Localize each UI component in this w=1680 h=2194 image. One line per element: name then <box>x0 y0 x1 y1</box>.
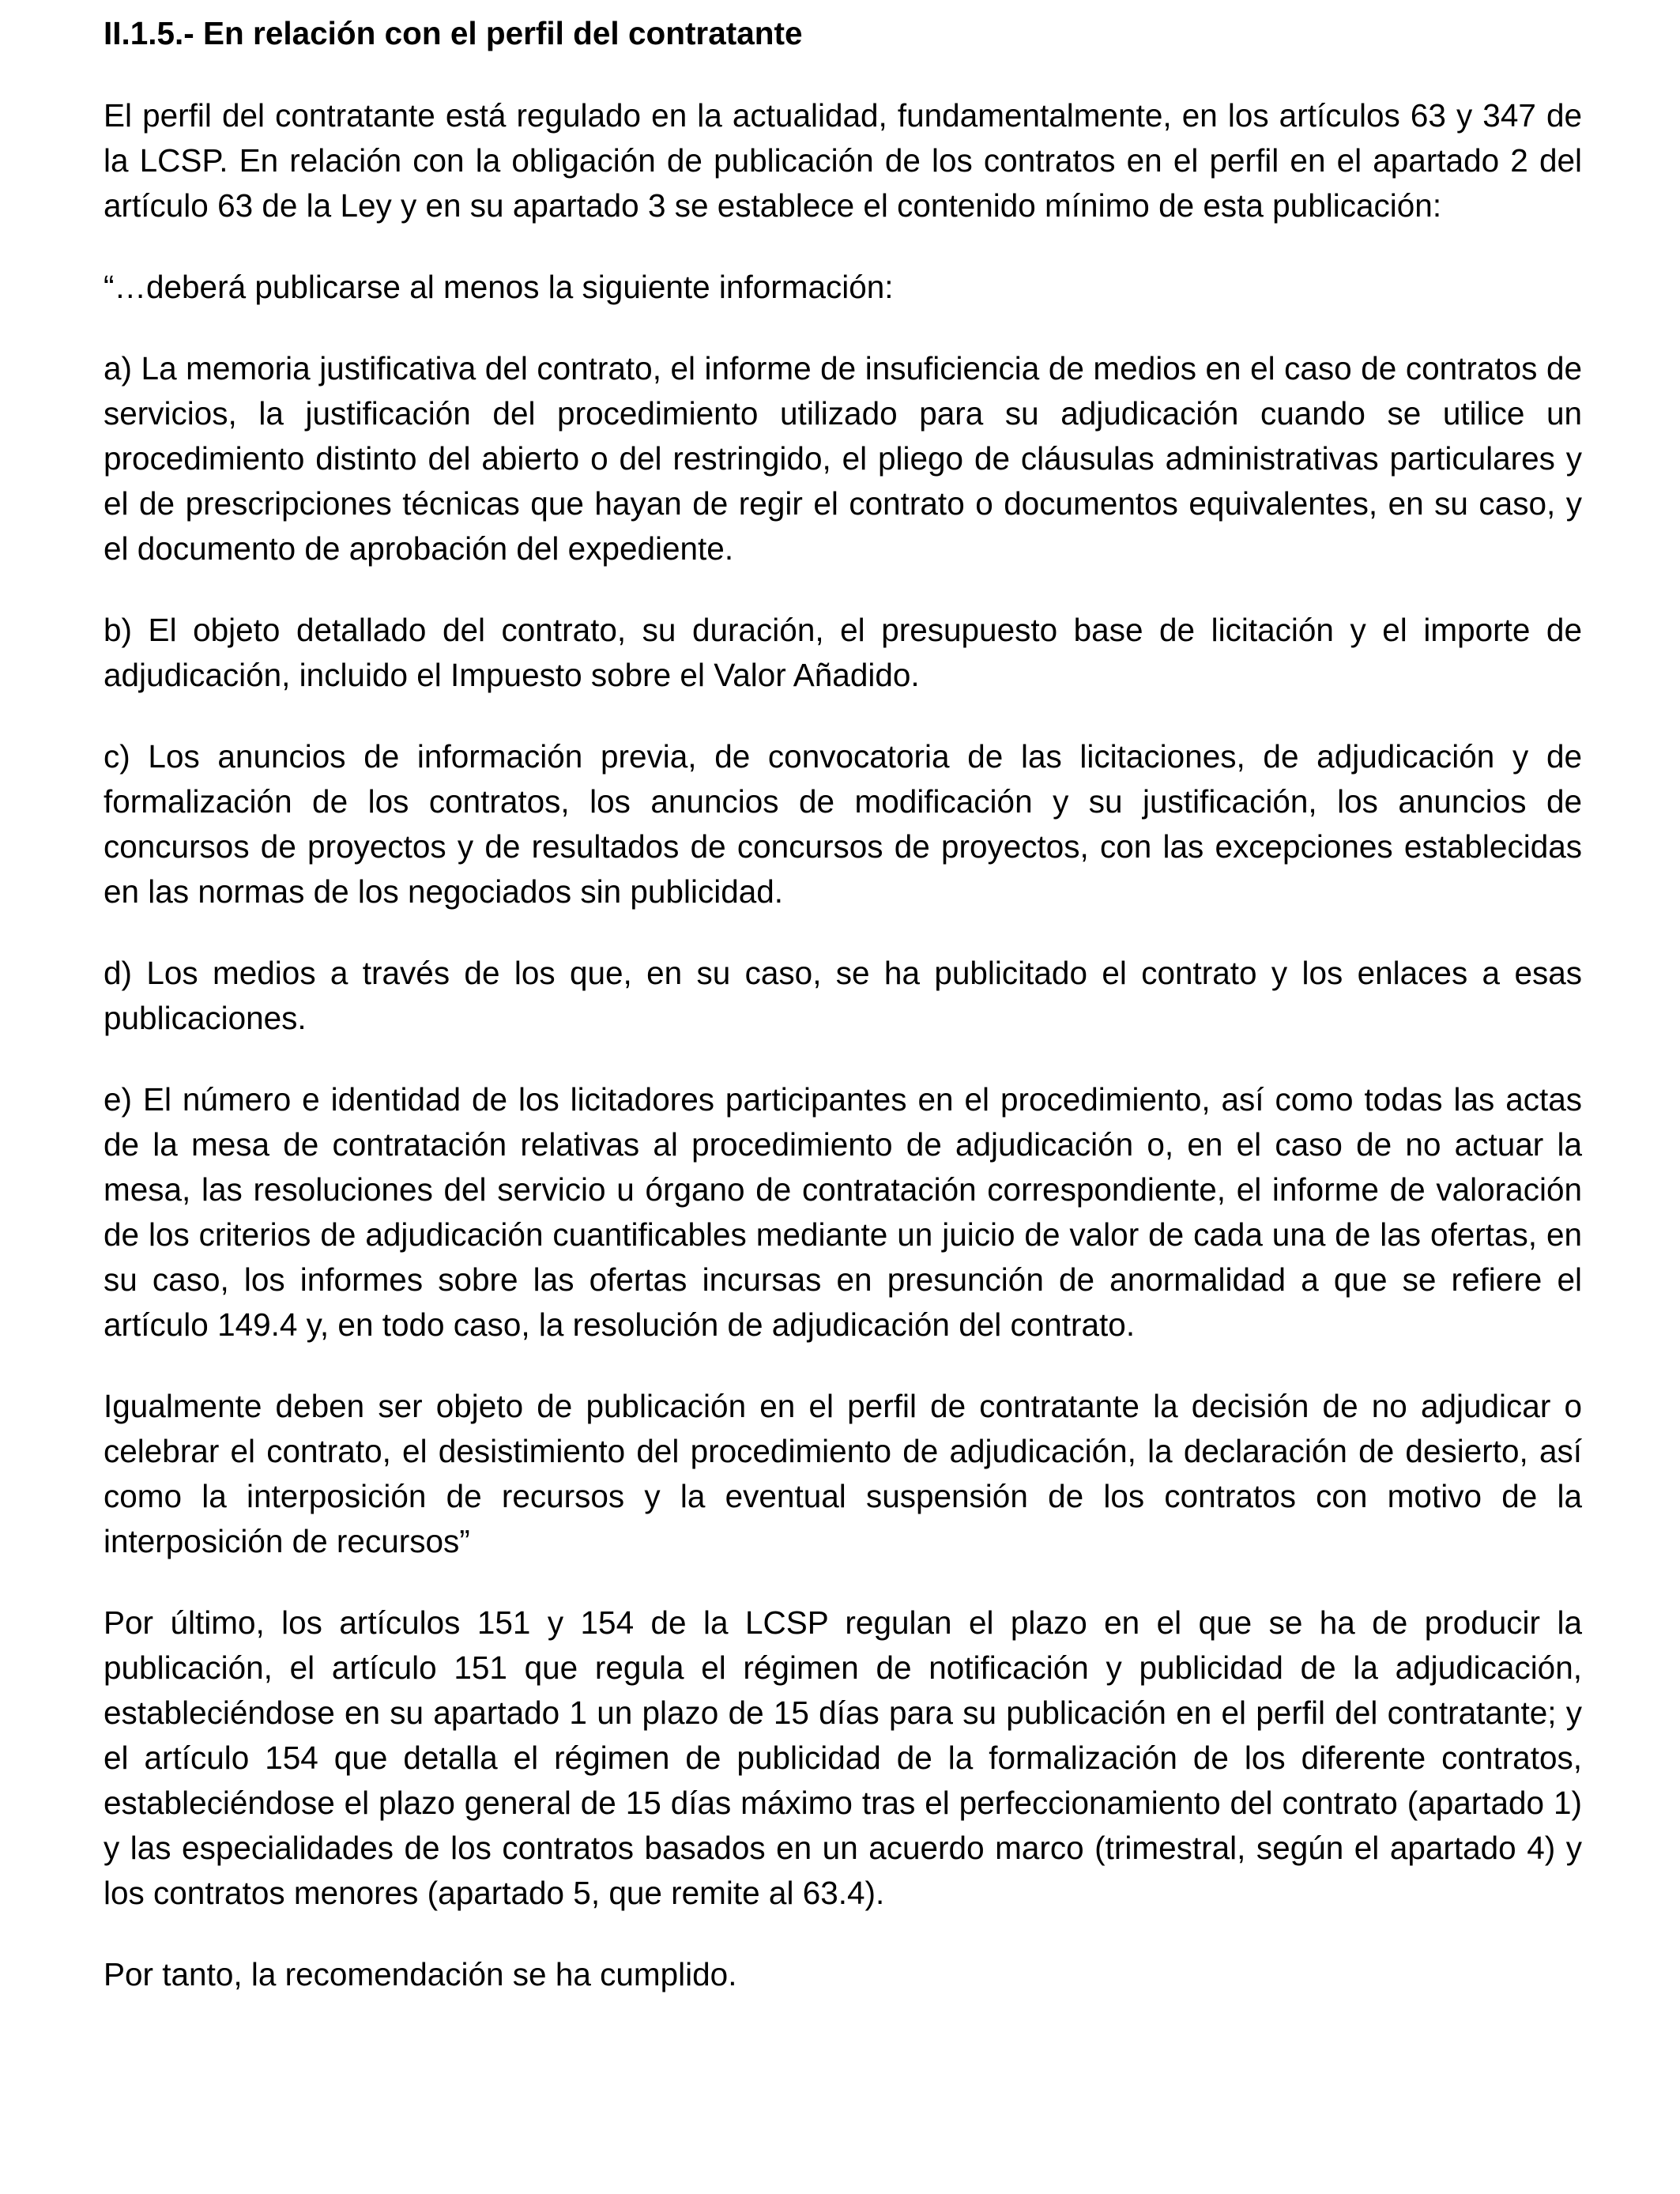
document-page <box>104 11 1582 1997</box>
paragraph-conclusion: Por tanto, la recomendación se ha cumplido. <box>104 1956 737 1992</box>
paragraph-item-e: e) El número e identidad de los licitadores participantes en el procedimiento, así como todas las actas de la mesa de contratación relativas al procedimiento de adjudicación o, en el caso de no actuar la mesa, las resoluciones del servicio u órgano de contratación correspondiente, el informe de valoración de los criterios de adjudicación cuantificables mediante un juicio de valor de cada una de las ofertas, en su caso, los informes sobre las ofertas incursas en presunción de anormalidad a que se refiere el artículo 149.4 y, en todo caso, la resolución de adjudicación del contrato. <box>104 1081 1582 1343</box>
paragraph-item-d: d) Los medios a través de los que, en su caso, se ha publicitado el contrato y los enlaces a esas publicaciones. <box>104 955 1582 1036</box>
section-heading: II.1.5.- En relación con el perfil del contratante <box>104 15 803 51</box>
paragraph-additional-publication: Igualmente deben ser objeto de publicación en el perfil de contratante la decisión de no adjudicar o celebrar el contrato, el desistimiento del procedimiento de adjudicación, la declaración de desierto, así como la interposición de recursos y la eventual suspensión de los contratos con motivo de la interposición de recursos” <box>104 1388 1582 1559</box>
paragraph-intro: El perfil del contratante está regulado en la actualidad, fundamentalmente, en los artículos 63 y 347 de la LCSP. En relación con la obligación de publicación de los contratos en el perfil en el apartado 2 del artículo 63 de la Ley y en su apartado 3 se establece el contenido mínimo de esta publicación: <box>104 97 1582 224</box>
paragraph-item-c: c) Los anuncios de información previa, de convocatoria de las licitaciones, de adjudicación y de formalización de los contratos, los anuncios de modificación y su justificación, los anuncios de concursos de proyectos y de resultados de concursos de proyectos, con las excepciones establecidas en las normas de los negociados sin publicidad. <box>104 738 1582 910</box>
paragraph-deadlines: Por último, los artículos 151 y 154 de la LCSP regulan el plazo en el que se ha de producir la publicación, el artículo 151 que regula el régimen de notificación y publicidad de la adjudicación, estableciéndose en su apartado 1 un plazo de 15 días para su publicación en el perfil del contratante; y el artículo 154 que detalla el régimen de publicidad de la formalización de los diferente contratos, estableciéndose el plazo general de 15 días máximo tras el perfeccionamiento del contrato (apartado 1) y las especialidades de los contratos basados en un acuerdo marco (trimestral, según el apartado 4) y los contratos menores (apartado 5, que remite al 63.4). <box>104 1604 1582 1911</box>
paragraph-item-a: a) La memoria justificativa del contrato, el informe de insuficiencia de medios en el caso de contratos de servicios, la justificación del procedimiento utilizado para su adjudicación cuando se utilice un procedimiento distinto del abierto o del restringido, el pliego de cláusulas administrativas particulares y el de prescripciones técnicas que hayan de regir el contrato o documentos equivalentes, en su caso, y el documento de aprobación del expediente. <box>104 350 1582 567</box>
paragraph-item-b: b) El objeto detallado del contrato, su duración, el presupuesto base de licitación y el importe de adjudicación, incluido el Impuesto sobre el Valor Añadido. <box>104 612 1582 693</box>
paragraph-quote-opening: “…deberá publicarse al menos la siguiente información: <box>104 269 894 305</box>
